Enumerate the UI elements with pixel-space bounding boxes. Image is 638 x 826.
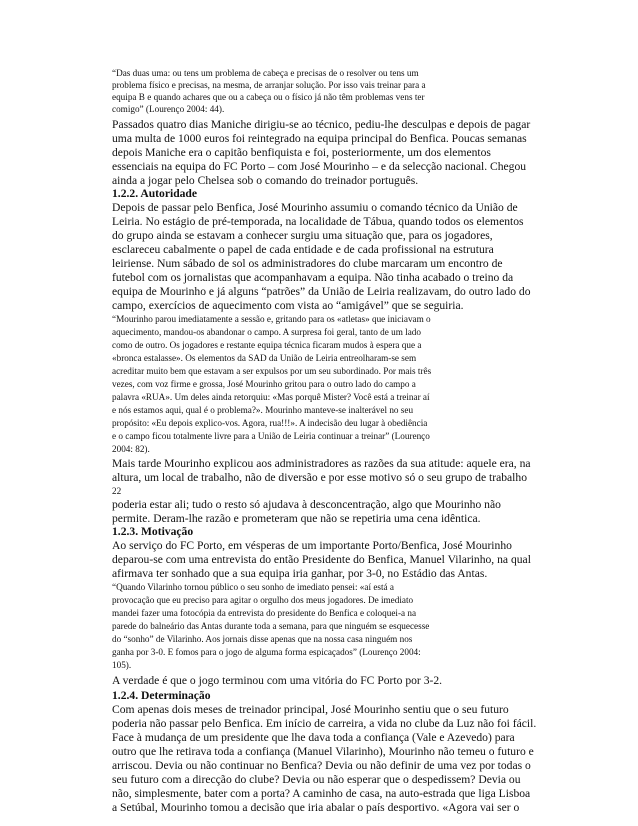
quote-2-line: e o campo ficou totalmente livre para a União de Leiria continuar a treinar” (Lourenço <box>112 431 430 441</box>
paragraph-2-line: do grupo ainda se estavam a conhecer surgiu uma situação que, para os jogadores, <box>112 229 493 242</box>
quote-1-line: comigo” (Lourenço 2004: 44). <box>112 104 225 114</box>
paragraph-7-line: Com apenas dois meses de treinador principal, José Mourinho sentiu que o seu futuro <box>112 703 509 716</box>
paragraph-6-line: A verdade é que o jogo terminou com uma vitória do FC Porto por 3-2. <box>112 674 443 687</box>
paragraph-7-line: Face à mudança de um presidente que lhe dava toda a confiança (Vale e Azevedo) para <box>112 731 515 744</box>
paragraph-5-line: Ao serviço do FC Porto, em vésperas de um importante Porto/Benfica, José Mourinho <box>112 539 512 552</box>
paragraph-7-line: outro que lhe retirava toda a confiança (Manuel Vilarinho), Mourinho não temeu o futuro e <box>112 745 534 758</box>
paragraph-7-line: arriscou. Devia ou não continuar no Benfica? Devia ou não definir de uma vez por todas o <box>112 759 531 772</box>
quote-2-line: propósito: «Eu depois explico-vos. Agora, rua!!!». A indecisão deu lugar à obediência <box>112 418 428 428</box>
quote-2-line: palavra «RUA». Um deles ainda retorquiu: «Mas porquê Mister? Você está a treinar aí <box>112 392 430 402</box>
paragraph-7-line: poderia não passar pelo Benfica. Em início de carreira, a vida no clube da Luz não foi fácil. <box>112 717 537 730</box>
paragraph-1-line: ainda a jogar pelo Chelsea sob o comando do treinador português. <box>112 174 419 187</box>
paragraph-7-line: não, simplesmente, bater com a porta? A caminho de casa, na auto-estrada que liga Lisboa <box>112 787 531 800</box>
paragraph-1-line: depois Maniche era o capitão benfiquista e foi, posteriormente, um dos elementos <box>112 146 491 159</box>
quote-2-line: «bronca estalasse». Os elementos da SAD da União de Leiria entreolharam-se sem <box>112 353 417 363</box>
paragraph-2-line: Depois de passar pelo Benfica, José Mourinho assumiu o comando técnico da União de <box>112 201 518 214</box>
paragraph-5-line: afirmava ter sonhado que a sua equipa iria ganhar, por 3-0, no Estádio das Antas. <box>112 567 488 580</box>
paragraph-7-line: seu futuro com a direcção do clube? Devia ou não esperar que o despedissem? Devia ou <box>112 773 521 786</box>
quote-3-line: mandei fazer uma fotocópia da entrevista do presidente do Benfica e coloquei-a na <box>112 608 417 618</box>
paragraph-2-line: futebol com os jornalistas que acompanhavam a equipa. Não tinha acabado o treino da <box>112 271 514 284</box>
page-number: 22 <box>112 486 122 496</box>
paragraph-7-line: a Setúbal, Mourinho tomou a decisão que iria abalar o país desportivo. «Agora vai ser o <box>112 801 520 814</box>
quote-2-line: como de outro. Os jogadores e restante equipa técnica ficaram mudos à espera que a <box>112 340 422 350</box>
section-heading-motivacao: 1.2.3. Motivação <box>112 525 194 538</box>
paragraph-3-line: altura, um local de trabalho, não de diversão e por esse motivo só o seu grupo de trabalho <box>112 471 527 484</box>
quote-3-line: provocação que eu preciso para agitar o orgulho dos meus jogadores. De imediato <box>112 595 414 605</box>
quote-1-line: “Das duas uma: ou tens um problema de cabeça e precisas de o resolver ou tens um <box>112 68 419 78</box>
paragraph-5-line: deparou-se com uma entrevista do então Presidente do Benfica, Manuel Vilarinho, na qual <box>112 553 531 566</box>
quote-2-line: “Mourinho parou imediatamente a sessão e, gritando para os «atletas» que iniciavam o <box>112 314 431 324</box>
paragraph-1-line: uma multa de 1000 euros foi reintegrado na equipa principal do Benfica. Poucas semanas <box>112 132 527 145</box>
paragraph-4-line: poderia estar ali; tudo o resto só ajudava à desconcentração, algo que Mourinho não <box>112 498 501 511</box>
quote-2-line: vezes, com voz firme e grossa, José Mourinho gritou para o outro lado do campo a <box>112 379 416 389</box>
paragraph-2-line: equipa de Mourinho e já alguns “patrões” da União de Leiria realizavam, do outro lado do <box>112 285 531 298</box>
section-heading-determinacao: 1.2.4. Determinação <box>112 689 211 702</box>
quote-3-line: 105). <box>112 660 132 670</box>
paragraph-1-line: essenciais na equipa do FC Porto – com José Mourinho – e da selecção nacional. Chegou <box>112 160 527 173</box>
quote-3-line: parede do balneário das Antas durante toda a semana, para que ninguém se esquecesse <box>112 621 430 631</box>
quote-2-line: 2004: 82). <box>112 444 150 454</box>
paragraph-3-line: Mais tarde Mourinho explicou aos administradores as razões da sua atitude: aquele era, na <box>112 457 531 470</box>
quote-2-line: aquecimento, mandou-os abandonar o campo. A surpresa foi geral, tanto de um lado <box>112 327 421 337</box>
paragraph-1-line: Passados quatro dias Maniche dirigiu-se ao técnico, pediu-lhe desculpas e depois de pagar <box>112 118 531 131</box>
quote-3-line: “Quando Vilarinho tornou público o seu sonho de imediato pensei: «aí está a <box>112 582 394 592</box>
paragraph-2-line: campo, exercícios de aquecimento com vista ao “amigável” que se seguiria. <box>112 299 464 312</box>
quote-3-line: do “sonho” de Vilarinho. Aos jornais disse apenas que na nossa casa ninguém nos <box>112 634 413 644</box>
quote-3-line: ganha por 3-0. E fomos para o jogo de alguma forma espicaçados” (Lourenço 2004: <box>112 647 421 657</box>
quote-1-line: problema físico e precisas, na mesma, de arranjar solução. Por isso vais treinar para a <box>112 80 426 90</box>
paragraph-2-line: Leiria. No estágio de pré-temporada, na localidade de Tábua, quando todos os elementos <box>112 215 524 228</box>
paragraph-4-line: permite. Deram-lhe razão e prometeram que não se repetiria uma cena idêntica. <box>112 512 481 525</box>
paragraph-2-line: esclareceu cabalmente o papel de cada entidade e de cada profissional na estrutura <box>112 243 494 256</box>
quote-2-line: e nós estamos aqui, qual é o problema?». Mourinho manteve-se inalterável no seu <box>112 405 414 415</box>
paragraph-2-line: leiriense. Num sábado de sol os administradores do clube marcaram um encontro de <box>112 257 503 270</box>
quote-2-line: acreditar muito bem que estavam a ser expulsos por um seu subordinado. Por mais três <box>112 366 432 376</box>
quote-1-line: equipa B e quando achares que ou a cabeça ou o físico já não têm problemas vens ter <box>112 92 425 102</box>
section-heading-autoridade: 1.2.2. Autoridade <box>112 187 198 200</box>
